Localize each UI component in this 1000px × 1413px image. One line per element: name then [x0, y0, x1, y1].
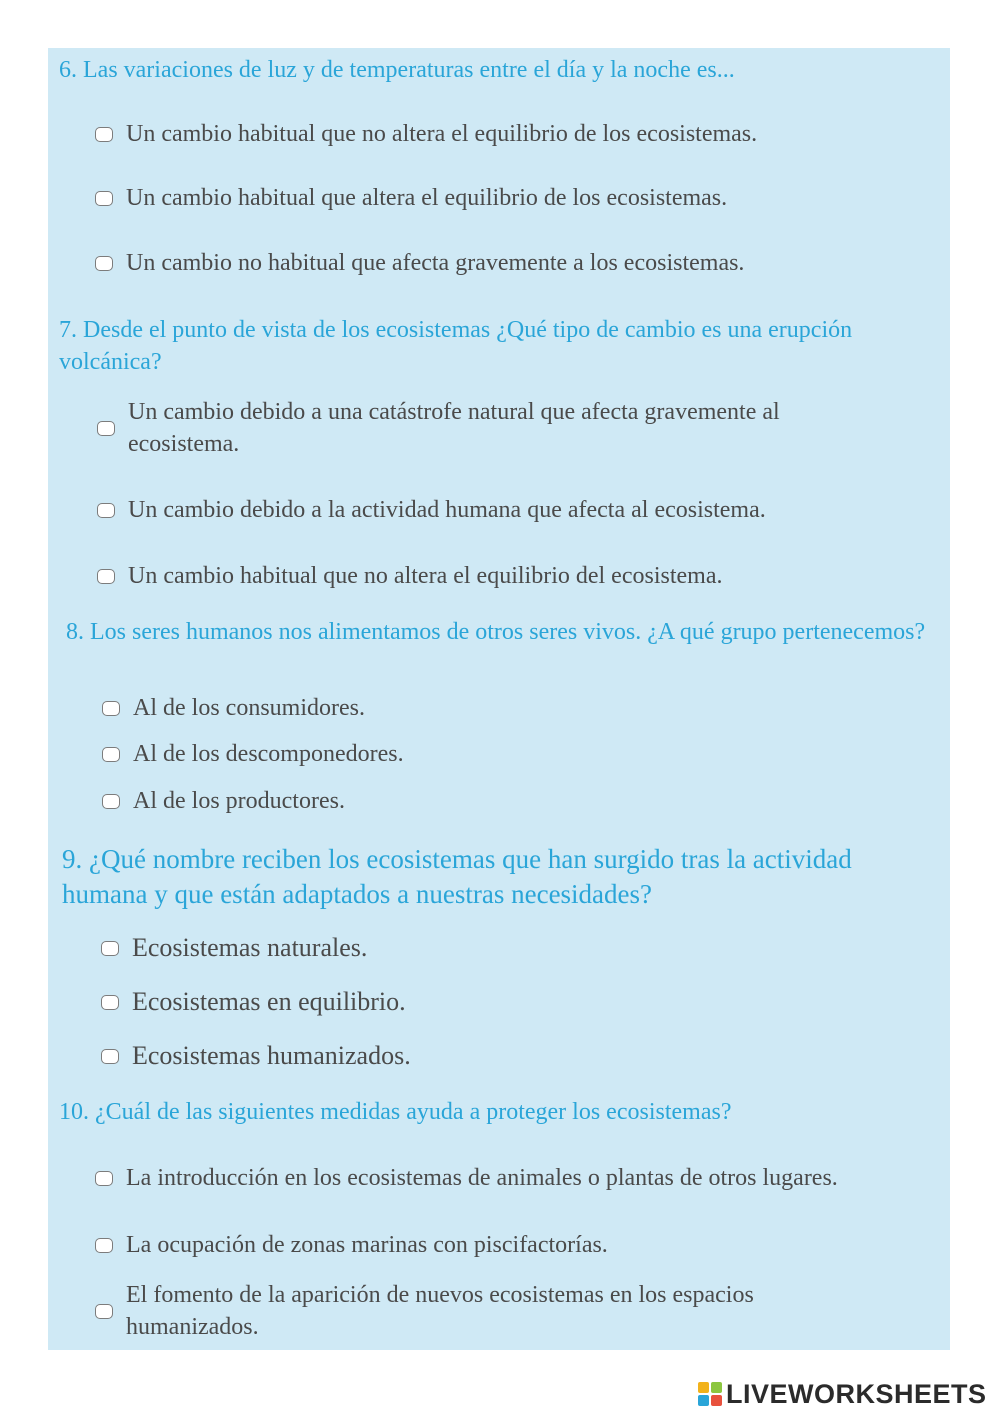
checkbox[interactable]: [95, 1238, 113, 1253]
option-label: Ecosistemas humanizados.: [132, 1041, 411, 1070]
option-label: Ecosistemas en equilibrio.: [132, 987, 406, 1016]
option-label: Al de los descomponedores.: [133, 741, 404, 767]
option-label: Un cambio habitual que altera el equilibrio de los ecosistemas.: [126, 185, 728, 211]
checkbox[interactable]: [101, 1049, 119, 1064]
checkbox[interactable]: [95, 127, 113, 142]
question-9-option-2[interactable]: [101, 985, 1000, 1019]
checkbox[interactable]: [102, 747, 120, 762]
question-10-option-2b[interactable]: [95, 1279, 997, 1343]
question-6-option-3[interactable]: [95, 231, 997, 295]
checkbox[interactable]: [102, 701, 120, 716]
question-8-option-2[interactable]: [102, 738, 1000, 770]
question-9-option-1[interactable]: [101, 931, 1000, 965]
option-label: Un cambio debido a la actividad humana que afecta al ecosistema.: [128, 497, 766, 523]
checkbox[interactable]: [95, 191, 113, 206]
question-8-text: 8. Los seres humanos nos alimentamos de otros seres vivos. ¿A qué grupo pertenecemos?: [66, 619, 926, 645]
option-label: Al de los productores.: [133, 788, 345, 814]
question-10-option-1[interactable]: [95, 1146, 997, 1210]
liveworksheets-logo: [698, 1379, 987, 1409]
question-8-option-1[interactable]: [102, 692, 1000, 724]
option-label: Un cambio habitual que no altera el equilibrio del ecosistema.: [128, 563, 723, 589]
logo-tile: [711, 1382, 722, 1393]
logo-tile: [711, 1395, 722, 1406]
checkbox[interactable]: [101, 941, 119, 956]
checkbox[interactable]: [101, 995, 119, 1010]
question-6-text: 6. Las variaciones de luz y de temperaturas entre el día y la noche es...: [59, 57, 735, 83]
option-label: El fomento de la aparición de nuevos ecosistemas en los espacios humanizados.: [126, 1282, 754, 1340]
option-label: Al de los consumidores.: [133, 695, 365, 721]
question-9-text: 9. ¿Qué nombre reciben los ecosistemas que han surgido tras la actividad humana y que están adaptados a nuestras necesidades?: [62, 844, 852, 909]
logo-tile: [698, 1395, 709, 1406]
question-7-option-1[interactable]: [97, 396, 999, 460]
question-9-option-3[interactable]: [101, 1039, 1000, 1073]
checkbox[interactable]: [102, 794, 120, 809]
worksheet-panel: [48, 48, 950, 1350]
logo-icon: [698, 1382, 722, 1406]
checkbox[interactable]: [97, 569, 115, 584]
question-7-option-2[interactable]: [97, 478, 999, 542]
logo-text: LIVEWORKSHEETS: [726, 1378, 987, 1409]
option-label: La introducción en los ecosistemas de animales o plantas de otros lugares.: [126, 1165, 838, 1191]
option-label: Ecosistemas naturales.: [132, 933, 368, 962]
question-10-text: 10. ¿Cuál de las siguientes medidas ayuda a proteger los ecosistemas?: [59, 1099, 732, 1125]
question-7-text: 7. Desde el punto de vista de los ecosistemas ¿Qué tipo de cambio es una erupción volcánica?: [59, 317, 853, 375]
question-6-option-2[interactable]: [95, 182, 997, 214]
option-label: Un cambio no habitual que afecta gravemente a los ecosistemas.: [126, 250, 745, 276]
checkbox[interactable]: [97, 421, 115, 436]
checkbox[interactable]: [95, 1171, 113, 1186]
checkbox[interactable]: [97, 503, 115, 518]
checkbox[interactable]: [95, 256, 113, 271]
option-label: La ocupación de zonas marinas con piscifactorías.: [126, 1232, 608, 1258]
option-label: Un cambio habitual que no altera el equilibrio de los ecosistemas.: [126, 121, 758, 147]
question-7-option-3[interactable]: [97, 560, 999, 592]
question-6-option-1[interactable]: [95, 102, 997, 166]
question-10-option-2[interactable]: [95, 1229, 997, 1261]
logo-tile: [698, 1382, 709, 1393]
question-8-option-3[interactable]: [102, 785, 1000, 817]
checkbox[interactable]: [95, 1304, 113, 1319]
option-label: Un cambio debido a una catástrofe natural que afecta gravemente al ecosistema.: [128, 399, 780, 457]
